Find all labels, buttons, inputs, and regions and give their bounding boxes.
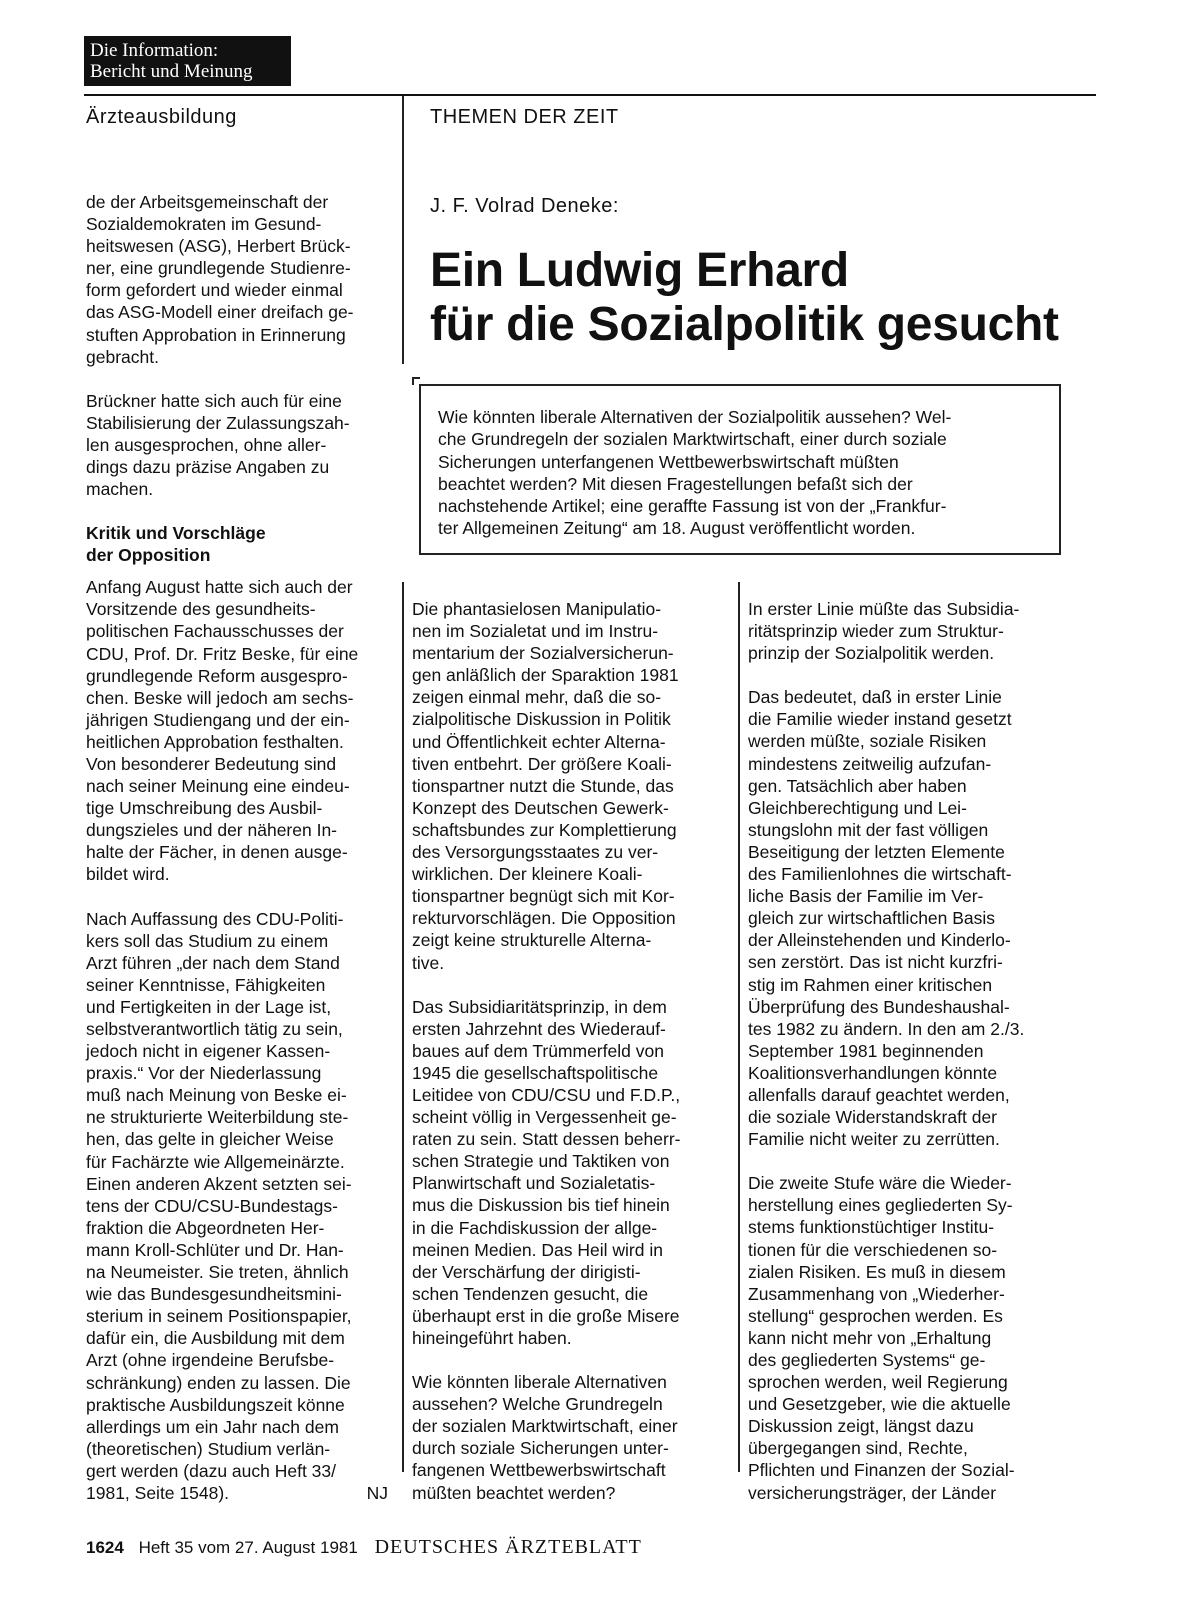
text-line: Anfang August hatte sich auch der [86, 577, 353, 598]
text-line: rekturvorschlägen. Die Opposition [412, 908, 676, 929]
text-line: tionspartner begnügt sich mit Kor- [412, 886, 675, 907]
text-line: (theoretischen) Studium verlän- [86, 1438, 331, 1459]
text-line: tens der CDU/CSU-Bundestags- [86, 1195, 338, 1216]
journal-name: DEUTSCHES ÄRZTEBLATT [374, 1536, 642, 1558]
text-line: allenfalls darauf geachtet werden, [748, 1084, 1010, 1105]
text-line: zialen Risiken. Es muß in diesem [748, 1261, 1006, 1282]
text-line: Konzept des Deutschen Gewerk- [412, 797, 669, 818]
text-line: zeigt keine strukturelle Alterna- [412, 930, 652, 951]
text-line: in die Fachdiskussion der allge- [412, 1217, 658, 1238]
text-line: versicherungsträger, der Länder [748, 1482, 997, 1503]
text-line: wirklichen. Der kleinere Koali- [412, 864, 643, 885]
text-line: Brückner hatte sich auch für eine [86, 390, 342, 411]
department-label: Ärzteausbildung [86, 106, 237, 128]
text-line: die Familie wieder instand gesetzt [748, 709, 1012, 730]
text-line: der sozialen Marktwirtschaft, einer [412, 1416, 678, 1437]
column-divider [402, 582, 404, 1472]
headline-line: Ein Ludwig Erhard [430, 244, 849, 297]
text-line: jedoch nicht in eigener Kassen- [86, 1041, 331, 1062]
text-line: der Alleinstehenden und Kinderlo- [748, 930, 1011, 951]
column-divider [402, 96, 404, 364]
text-line: Wie könnten liberale Alternativen [412, 1372, 667, 1393]
text-line: überhaupt erst in die große Misere [412, 1305, 680, 1326]
text-line: Zusammenhang von „Wiederher- [748, 1283, 1005, 1304]
text-line: das ASG-Modell einer dreifach ge- [86, 302, 354, 323]
text-line: dungszieles und der näheren In- [86, 820, 338, 841]
paragraph [748, 598, 1058, 664]
text-line: meinen Medien. Das Heil wird in [412, 1239, 663, 1260]
text-line: stungslohn mit der fast völligen [748, 819, 989, 840]
text-line: Leitidee von CDU/CSU und F.D.P., [412, 1084, 681, 1105]
text-line: mann Kroll-Schlüter und Dr. Han- [86, 1239, 344, 1260]
text-line: mus die Diskussion bis tief hinein [412, 1195, 670, 1216]
text-line: prinzip der Sozialpolitik werden. [748, 643, 995, 664]
text-line: kann nicht mehr von „Erhaltung [748, 1327, 992, 1348]
text-line: werden müßte, soziale Risiken [748, 731, 987, 752]
text-line: Arzt führen „der nach dem Stand [86, 952, 340, 973]
text-line: de der Arbeitsgemeinschaft der [86, 192, 329, 212]
page-footer [86, 1536, 642, 1559]
text-line: praktische Ausbildungszeit könne [86, 1394, 345, 1415]
text-line: jährigen Studiengang und der ein- [86, 709, 350, 730]
text-line: und Öffentlichkeit echter Alterna- [412, 731, 666, 752]
section-badge [84, 36, 291, 86]
text-line: Familie nicht weiter zu zerrütten. [748, 1129, 1000, 1150]
text-line: form gefordert und wieder einmal [86, 280, 343, 301]
paragraph [86, 908, 388, 1505]
text-line: Einen anderen Akzent setzten sei- [86, 1173, 352, 1194]
text-line: nach seiner Meinung eine eindeu- [86, 776, 350, 797]
teaser-line: Wie könnten liberale Alternativen der Sozialpolitik aussehen? Wel- [438, 407, 952, 427]
text-line: des Versorgungsstaates zu ver- [412, 842, 659, 863]
page-number: 1624 [86, 1538, 124, 1557]
text-line: Gleichberechtigung und Lei- [748, 797, 967, 818]
text-line: gebracht. [86, 346, 159, 367]
paragraph [748, 1172, 1058, 1503]
text-line: müßten beachtet werden? [412, 1482, 616, 1503]
text-line: na Neumeister. Sie treten, ähnlich [86, 1262, 349, 1283]
text-line: CDU, Prof. Dr. Fritz Beske, für eine [86, 643, 359, 664]
text-line: schen Tendenzen gesucht, die [412, 1283, 649, 1304]
text-line: praxis.“ Vor der Niederlassung [86, 1063, 322, 1084]
teaser-line: nachstehende Artikel; eine geraffte Fassung ist von der „Frankfur- [438, 496, 947, 517]
text-line: gleich zur wirtschaftlichen Basis [748, 908, 996, 929]
article-headline [430, 244, 1100, 352]
teaser-line: Sicherungen unterfangenen Wettbewerbswirtschaft müßten [438, 451, 899, 472]
teaser-box [419, 384, 1061, 555]
closing-text: 1981, Seite 1548). [86, 1482, 230, 1503]
text-line: Kritik und Vorschläge [86, 523, 266, 544]
text-line: Diskussion zeigt, längst dazu [748, 1416, 974, 1437]
teaser-line: ter Allgemeinen Zeitung“ am 18. August veröffentlicht worden. [438, 518, 916, 539]
text-line: kers soll das Studium zu einem [86, 930, 329, 951]
issue-info: Heft 35 vom 27. August 1981 [138, 1538, 358, 1557]
text-line: des Familienlohnes die wirtschaft- [748, 864, 1012, 885]
text-line: wie das Bundesgesundheitsmini- [86, 1284, 342, 1305]
text-line: seiner Kenntnisse, Fähigkeiten [86, 974, 326, 995]
text-line: Vorsitzende des gesundheits- [86, 599, 316, 620]
paragraph [412, 996, 722, 1350]
text-line: Planwirtschaft und Sozialetatis- [412, 1173, 656, 1194]
text-line: mindestens zeitweilig aufzufan- [748, 753, 992, 774]
text-line: der Opposition [86, 545, 211, 566]
text-line: sen zerstört. Das ist nicht kurzfri- [748, 952, 1003, 973]
text-line: heitswesen (ASG), Herbert Brück- [86, 236, 351, 257]
text-line: gen. Tatsächlich aber haben [748, 775, 967, 796]
text-line: tiven entbehrt. Der größere Koali- [412, 753, 672, 774]
text-line: tionspartner nutzt die Stunde, das [412, 775, 674, 796]
text-line: des gegliederten Systems“ ge- [748, 1350, 986, 1370]
text-line: übergegangen sind, Rechte, [748, 1438, 968, 1459]
text-line: politischen Fachausschusses der [86, 621, 344, 642]
paragraph [86, 390, 388, 500]
right-column [748, 598, 1058, 1526]
text-line: Arzt (ohne irgendeine Berufsbe- [86, 1350, 335, 1371]
middle-column [412, 598, 722, 1526]
text-line: die soziale Widerstandskraft der [748, 1107, 997, 1128]
paragraph [86, 191, 388, 368]
text-line: zeigen einmal mehr, daß die so- [412, 687, 662, 708]
teaser-text [438, 406, 1042, 540]
text-line: zialpolitische Diskussion in Politik [412, 709, 671, 730]
text-line: In erster Linie müßte das Subsidia- [748, 599, 1020, 619]
text-line: für Fachärzte wie Allgemeinärzte. [86, 1151, 345, 1172]
text-line: allerdings um ein Jahr nach dem [86, 1416, 339, 1437]
text-line: selbstverantwortlich tätig zu sein, [86, 1019, 343, 1039]
text-line: und Fertigkeiten in der Lage ist, [86, 996, 332, 1017]
article-author: J. F. Volrad Deneke: [430, 195, 619, 217]
text-line: tige Umschreibung des Ausbil- [86, 798, 323, 819]
text-line: liche Basis der Familie im Ver- [748, 886, 984, 907]
teaser-line: che Grundregeln der sozialen Marktwirtschaft, einer durch soziale [438, 429, 947, 450]
text-line: ritätsprinzip wieder zum Struktur- [748, 621, 1004, 642]
text-line: mentarium der Sozialversicherun- [412, 643, 674, 664]
text-line: ersten Jahrzehnt des Wiederauf- [412, 1018, 666, 1039]
text-line: grundlegende Reform ausgespro- [86, 665, 348, 686]
text-line: machen. [86, 479, 154, 500]
text-line: heitlichen Approbation festhalten. [86, 731, 344, 752]
text-line: Stabilisierung der Zulassungszah- [86, 412, 350, 433]
section-badge-line: Die Information: [90, 40, 219, 61]
text-line: und Gesetzgeber, wie die aktuelle [748, 1394, 1011, 1415]
text-line: Überprüfung des Bundeshaushal- [748, 996, 1010, 1017]
text-line: Die zweite Stufe wäre die Wieder- [748, 1173, 1012, 1194]
text-line: Pflichten und Finanzen der Sozial- [748, 1460, 1015, 1481]
teaser-line: beachtet werden? Mit diesen Fragestellungen befaßt sich der [438, 473, 913, 494]
text-line: stellung“ gesprochen werden. Es [748, 1305, 1003, 1326]
text-line: Das Subsidiaritätsprinzip, in dem [412, 996, 667, 1017]
text-line: gert werden (dazu auch Heft 33/ [86, 1460, 337, 1481]
headline-line: für die Sozialpolitik gesucht [430, 298, 1059, 351]
text-line: schränkung) enden zu lassen. Die [86, 1372, 351, 1393]
text-line: Nach Auffassung des CDU-Politi- [86, 908, 344, 929]
paragraph [412, 1371, 722, 1504]
text-line: durch soziale Sicherungen unter- [412, 1438, 669, 1459]
text-line: bildet wird. [86, 864, 170, 885]
text-line: Sozialdemokraten im Gesund- [86, 214, 322, 235]
text-line: hen, das gelte in gleicher Weise [86, 1129, 334, 1150]
text-line: Das bedeutet, daß in erster Linie [748, 687, 1002, 708]
text-line: schen Strategie und Taktiken von [412, 1151, 670, 1172]
text-line: stig im Rahmen einer kritischen [748, 974, 993, 995]
text-line: fangenen Wettbewerbswirtschaft [412, 1460, 666, 1481]
text-line: fraktion die Abgeordneten Her- [86, 1217, 325, 1238]
author-initials: NJ [366, 1482, 388, 1503]
subheading [86, 522, 388, 566]
text-line: Von besonderer Bedeutung sind [86, 753, 337, 774]
paragraph [412, 598, 722, 974]
text-line: sterium in seinem Positionspapier, [86, 1306, 352, 1327]
text-line: schaftsbundes zur Komplettierung [412, 819, 677, 840]
column-divider [738, 582, 740, 1472]
text-line: hineingeführt haben. [412, 1328, 572, 1348]
text-line: herstellung eines gegliederten Sy- [748, 1195, 1013, 1216]
text-line: muß nach Meinung von Beske ei- [86, 1085, 347, 1106]
text-line: tionen für die verschiedenen so- [748, 1239, 998, 1260]
paragraph [748, 686, 1058, 1150]
text-line: Beseitigung der letzten Elemente [748, 841, 1005, 862]
left-column [86, 191, 388, 1504]
text-line: aussehen? Welche Grundregeln [412, 1394, 663, 1415]
text-line: der Verschärfung der dirigisti- [412, 1261, 641, 1282]
text-line: scheint völlig in Vergessenheit ge- [412, 1107, 677, 1128]
section-label: THEMEN DER ZEIT [430, 106, 619, 128]
text-line: tes 1982 zu ändern. In den am 2./3. [748, 1018, 1025, 1039]
text-line: gen anläßlich der Sparaktion 1981 [412, 665, 679, 686]
paragraph [86, 576, 388, 885]
text-line: chen. Beske will jedoch am sechs- [86, 687, 354, 708]
text-line: halte der Fächer, in denen ausge- [86, 842, 348, 863]
section-badge-line: Bericht und Meinung [90, 61, 253, 82]
text-line: len ausgesprochen, ohne aller- [86, 434, 327, 455]
text-line: Die phantasielosen Manipulatio- [412, 599, 662, 619]
text-line: baues auf dem Trümmerfeld von [412, 1040, 664, 1061]
text-line: 1945 die gesellschaftspolitische [412, 1062, 659, 1083]
signoff-line [86, 1482, 388, 1504]
text-line: sprochen werden, weil Regierung [748, 1372, 1008, 1393]
text-line: stems funktionstüchtiger Institu- [748, 1217, 995, 1238]
paragraph-lines [86, 908, 388, 1482]
text-line: tive. [412, 952, 445, 973]
top-rule [84, 94, 1096, 96]
text-line: stuften Approbation in Erinnerung [86, 324, 346, 345]
text-line: ne strukturierte Weiterbildung ste- [86, 1107, 349, 1128]
text-line: Koalitionsverhandlungen könnte [748, 1062, 998, 1083]
text-line: dings dazu präzise Angaben zu [86, 457, 330, 478]
text-line: dafür ein, die Ausbildung mit dem [86, 1328, 345, 1349]
text-line: nen im Sozialetat und im Instru- [412, 621, 659, 642]
text-line: September 1981 beginnenden [748, 1040, 984, 1061]
text-line: raten zu sein. Statt dessen beherr- [412, 1129, 681, 1150]
text-line: ner, eine grundlegende Studienre- [86, 258, 351, 279]
